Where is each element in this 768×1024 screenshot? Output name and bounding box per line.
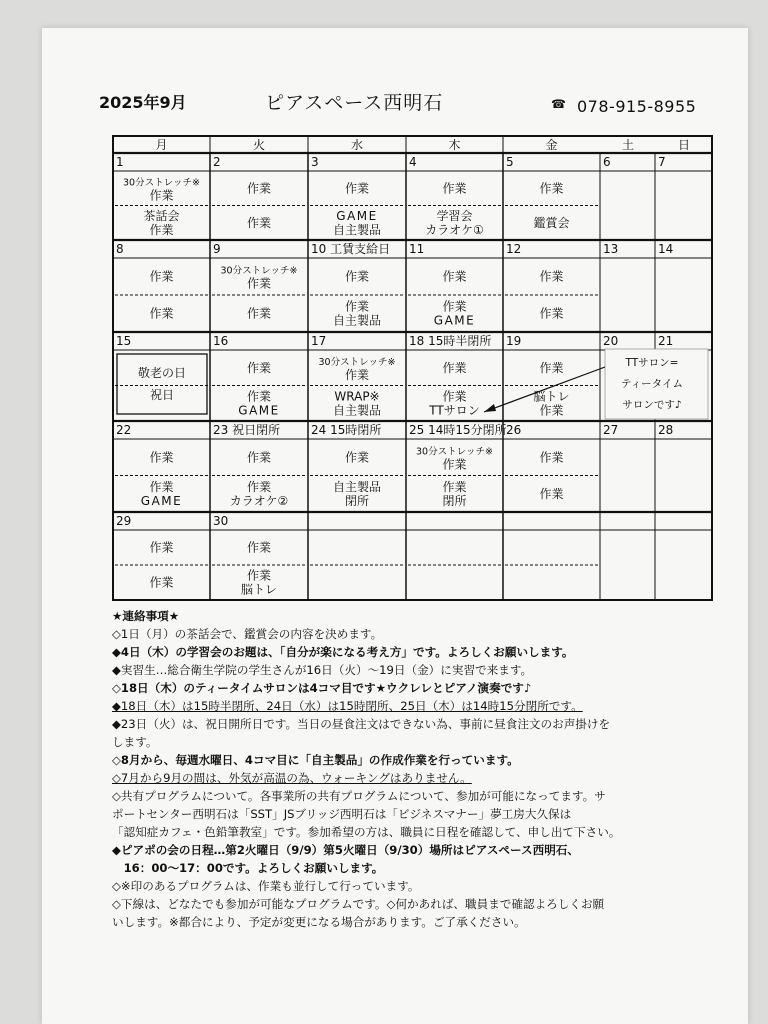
date-label: 12 [506,242,522,256]
am-activity: 作業 [246,276,272,291]
note-line: ◇共有プログラムについて。各事業所の共有プログラムについて、参加が可能になってます。サ [112,789,606,803]
date-label: 19 [506,334,522,348]
pm-activity: 作業 [246,389,272,404]
date-label: 2 [213,155,221,169]
note-line: します。 [112,735,158,749]
am-activity: 作業 [149,188,174,203]
date-label: 27 [603,423,619,437]
pm-activity: 自主製品 [332,222,382,237]
date-label: 1 [116,155,124,169]
weekday-label: 月 [155,138,168,152]
note-line: ◇下線は、どなたでも参加が可能なプログラムです。◇何かあれば、職員まで確認よろしくお願 [112,897,605,911]
phone-icon: ☎ [551,97,566,111]
weekday-label: 木 [448,138,461,152]
date-label: 4 [409,155,417,169]
am-activity: 作業 [344,367,370,382]
pm-activity: 作業 [539,486,564,501]
arrow-head [484,404,496,412]
date-label: 7 [658,155,666,169]
am-activity: 作業 [344,269,370,284]
pm-activity: 作業 [246,306,272,321]
note-line: ◇7月から9月の間は、外気が高温の為、ウォーキングはありません。 [112,771,472,785]
pm-activity: WRAP※ [334,389,380,404]
pm-activity: 閉所 [442,493,467,508]
note-line: ◆18日（木）は15時半閉所、24日（水）は15時閉所、25日（木）は14時15分閉所です。 [112,699,583,713]
pm-activity: 作業 [442,389,467,404]
holiday-label: 祝日 [149,388,175,402]
pm-activity: 作業 [539,306,564,321]
date-label: 28 [658,423,674,437]
date-label: 20 [603,334,619,348]
date-label: 29 [116,514,132,528]
salon-note-text: TTサロン= [625,357,679,369]
pm-activity: 作業 [344,299,370,314]
weekday-label: 日 [677,138,691,152]
pm-activity: GAME [433,313,476,328]
date-label: 16 [213,334,229,348]
date-label: 6 [603,155,611,169]
notes-section [112,607,712,931]
pm-activity: 作業 [442,299,467,314]
note-line: ◆実習生…総合衛生学院の学生さんが16日（火）～19日（金）に実習で来ます。 [112,663,533,677]
am-activity: 作業 [442,360,467,375]
holiday-name: 敬老の日 [137,366,187,380]
date-label: 26 [506,423,522,437]
note-line: ◇18日（木）のティータイムサロンは4コマ目です★ウクレレとピアノ演奏です♪ [112,681,532,695]
date-label: 9 [213,242,221,256]
date-label: 11 [409,242,425,256]
salon-note-text: サロンです♪ [622,399,682,411]
date-label: 5 [506,155,514,169]
month-label: 2025年9月 [99,93,187,112]
pm-activity: 閉所 [344,493,370,508]
weekday-label: 火 [252,138,266,152]
date-label: 3 [311,155,319,169]
weekday-label: 土 [621,138,635,152]
holiday-box [117,354,207,414]
am-activity: 30分ストレッチ※ [123,177,200,189]
am-activity: 作業 [539,450,564,465]
note-line: ポートセンター西明石は「SST」JSブリッジ西明石は「ビジネスマナー」夢工房大久保は [112,807,572,821]
pm-activity: 自主製品 [332,479,382,494]
pm-activity: 自主製品 [332,403,382,418]
note-line: ◇1日（月）の茶話会で、鑑賞会の内容を決めます。 [112,627,383,641]
pm-activity: 作業 [149,222,174,237]
pm-activity: カラオケ① [425,222,484,237]
am-activity: 作業 [149,269,174,284]
am-activity: 作業 [246,181,272,196]
note-line: ◆ピアポの会の日程…第2火曜日（9/9）第5火曜日（9/30）場所はピアスペース西明石、 [112,843,579,857]
date-label: 24 15時閉所 [311,423,382,437]
pm-activity: 作業 [149,306,174,321]
date-label: 25 14時15分閉所 [409,423,507,437]
notes-heading: ★連絡事項★ [112,609,180,623]
pm-activity: 作業 [539,403,564,418]
am-activity: 作業 [539,360,564,375]
pm-activity: 学習会 [436,208,473,223]
am-activity: 作業 [246,450,272,465]
date-label: 21 [658,334,674,348]
note-line: 16：00～17：00です。よろしくお願いします。 [112,861,384,875]
weekday-label: 金 [545,138,558,152]
pm-activity: 脳トレ [240,582,278,597]
note-line: 「認知症カフェ・色鉛筆教室」です。参加希望の方は、職員に日程を確認して、申し出て下さい。 [112,825,621,839]
date-label: 14 [658,242,674,256]
date-label: 10 工賃支給日 [311,242,391,256]
date-label: 17 [311,334,327,348]
pm-activity: GAME [140,493,183,508]
date-label: 22 [116,423,132,437]
pm-activity: GAME [336,208,378,223]
am-activity: 作業 [442,269,467,284]
page-title: ピアスペース西明石 [265,92,444,114]
date-label: 23 祝日閉所 [213,423,281,437]
pm-activity: 鑑賞会 [533,215,570,230]
salon-note-text: ティータイム [621,378,683,390]
date-label: 13 [603,242,619,256]
am-activity: 作業 [246,360,272,375]
am-activity: 作業 [344,181,370,196]
pm-activity: 作業 [149,479,174,494]
pm-activity: 作業 [149,575,174,590]
am-activity: 作業 [149,450,174,465]
am-activity: 作業 [344,450,370,465]
pm-activity: 作業 [442,479,467,494]
am-activity: 30分ストレッチ※ [318,356,396,368]
am-activity: 作業 [539,269,564,284]
pm-activity: 作業 [246,479,272,494]
am-activity: 作業 [442,181,467,196]
note-line: ◆23日（火）は、祝日開所日です。当日の昼食注文はできない為、事前に昼食注文のお声掛けを [112,717,611,731]
am-activity: 作業 [539,181,564,196]
pm-activity: 茶話会 [143,208,180,223]
note-line: ◆4日（木）の学習会のお題は、「自分が楽になる考え方」です。よろしくお願いします。 [112,645,574,659]
am-activity: 30分ストレッチ※ [220,265,298,277]
pm-activity: GAME [238,403,280,418]
pm-activity: 作業 [246,215,272,230]
pm-activity: TTサロン [429,403,480,418]
phone-number: 078-915-8955 [577,97,697,116]
date-label: 15 [116,334,132,348]
note-line: ◇8月から、毎週水曜日、4コマ目に「自主製品」の作成作業を行っています。 [112,753,519,767]
pm-activity: 脳トレ [533,389,570,404]
am-activity: 30分ストレッチ※ [416,446,493,458]
date-label: 30 [213,514,229,528]
weekday-label: 水 [350,138,364,152]
note-line: いします。※都合により、予定が変更になる場合があります。ご了承ください。 [112,915,526,929]
note-line: ◇※印のあるプログラムは、作業も並行して行っています。 [112,879,420,893]
am-activity: 作業 [149,540,174,555]
am-activity: 作業 [246,540,272,555]
pm-activity: 自主製品 [332,313,382,328]
date-label: 8 [116,242,124,256]
pm-activity: カラオケ② [229,493,289,508]
am-activity: 作業 [442,457,467,472]
pm-activity: 作業 [246,568,272,583]
date-label: 18 15時半閉所 [409,334,492,348]
